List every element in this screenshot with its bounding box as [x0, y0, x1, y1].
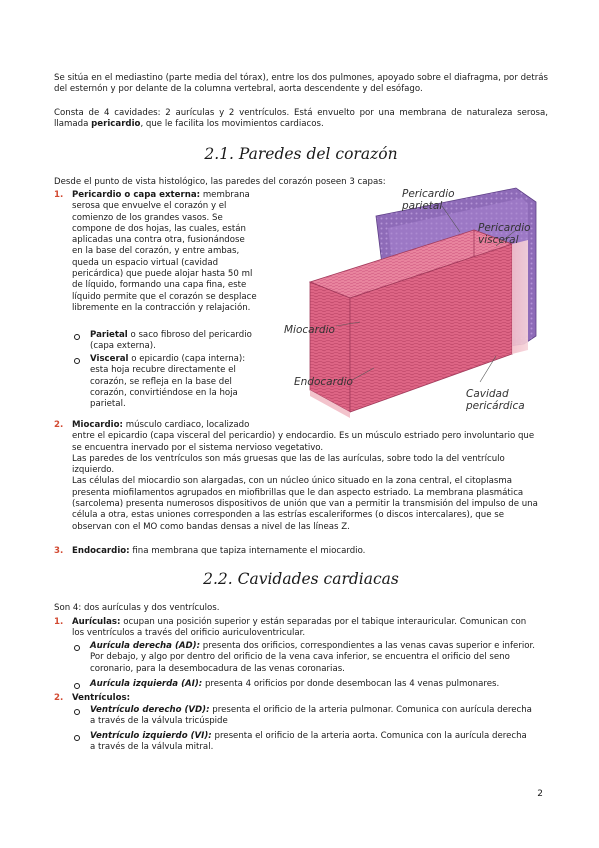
label-line: Pericardio: [478, 222, 531, 234]
label-line: Pericardio: [402, 188, 455, 200]
miocardio-line: Las paredes de los ventrículos son más gruesas que las de las aurículas, sobre todo la del ventrículo: [72, 453, 505, 464]
auricula-derecha-subitem: [90, 641, 548, 675]
miocardio-line: presenta miofilamentos agrupados en miofibrillas que le dan aspecto estriado. La membrana plasmática: [72, 487, 524, 498]
pericardio-line: libremente en la contracción y relajación.: [72, 302, 251, 313]
vd-text: presenta el orificio de la arteria pulmonar. Comunica con aurícula derecha: [212, 705, 532, 715]
visceral-line: corazón, se refleja en la base del: [90, 376, 232, 387]
ai-text: presenta 4 orificios por donde desembocan las 4 venas pulmonares.: [204, 679, 500, 689]
auriculas-item: [72, 617, 548, 640]
vd-line: a través de la válvula tricúspide: [90, 716, 228, 727]
label-line: parietal: [402, 200, 443, 212]
intro-p2-text-c: , que le facilita los movimientos cardiacos.: [140, 119, 324, 130]
section2-intro: Son 4: dos aurículas y dos ventrículos.: [54, 603, 220, 613]
visceral-line: parietal.: [90, 399, 126, 410]
bullet-circle: [74, 683, 80, 689]
page-number: 2: [537, 789, 543, 799]
pericardio-line: queda un espacio virtual (cavidad: [72, 257, 219, 268]
pericardio-line: compone de dos hojas, las cuales, están: [72, 223, 246, 234]
intro-p2-bold: pericardio: [91, 119, 141, 130]
pericardio-text: membrana: [202, 190, 250, 200]
vi-line: a través de la válvula mitral.: [90, 742, 214, 753]
ventriculos-term: Ventrículos:: [72, 693, 131, 703]
list-number-1: 1.: [54, 190, 64, 200]
visceral-text: o epicardio (capa interna):: [131, 354, 246, 364]
ventriculo-izquierdo-subitem: [90, 731, 548, 754]
ad-line: coronario, para la desembocadura de las venas coronarias.: [90, 663, 345, 674]
intro-p2-text-a: Consta de 4 cavidades: 2 aurículas y 2 ventrículos. Está envuelto por una membrana de naturaleza serosa, llamada: [54, 108, 548, 130]
heart-wall-figure: [284, 186, 548, 418]
miocardio-term: Miocardio:: [72, 420, 123, 430]
auriculas-text: ocupan una posición superior y están separadas por el tabique interauricular. Comunican con: [123, 617, 527, 627]
visceral-line: corazón, convirtiéndose en la hoja: [90, 387, 238, 398]
miocardio-text: músculo cardiaco, localizado: [125, 420, 250, 430]
auriculas-term: Aurículas:: [72, 617, 121, 627]
parietal-text: o saco fibroso del pericardio: [130, 330, 252, 340]
miocardio-line: Las células del miocardio son alargadas, con un núcleo único situado en la zona central, el citoplasma: [72, 476, 513, 487]
pericardio-term: Pericardio o capa externa:: [72, 190, 201, 200]
ad-text: presenta dos orificios, correspondientes a las venas cavas superior e inferior.: [202, 641, 535, 651]
pericardio-line: pericárdica) que puede alojar hasta 50 ml: [72, 269, 253, 280]
visceral-term: Visceral: [90, 354, 129, 364]
pericardio-line: serosa que envuelve el corazón y el: [72, 201, 227, 212]
label-line: visceral: [478, 234, 519, 246]
label-line: Cavidad: [466, 388, 509, 400]
label-pericardio-parietal: [402, 188, 455, 212]
section1-intro: Desde el punto de vista histológico, las paredes del corazón poseen 3 capas:: [54, 177, 386, 187]
label-line: pericárdica: [466, 400, 525, 412]
miocardio-line: entre el epicardio (capa visceral del pericardio) y endocardio. Es un músculo estriado pero involuntario que: [72, 431, 535, 442]
parietal-subitem: [90, 330, 270, 353]
vi-text: presenta el orificio de la arteria aorta. Comunica con la aurícula derecha: [214, 731, 527, 741]
miocardio-line: se encuentra inervado por el sistema nervioso vegetativo.: [72, 442, 324, 453]
section-heading-walls: 2.1. Paredes del corazón: [204, 145, 398, 163]
endocardio-term: Endocardio:: [72, 546, 130, 556]
ad-term: Aurícula derecha (AD):: [90, 641, 201, 651]
auriculas-line: los ventrículos a través del orificio auriculoventricular.: [72, 628, 306, 639]
intro-paragraph-2: [54, 108, 548, 131]
miocardio-line: observan con el MO como bandas densas a nivel de las líneas Z.: [72, 521, 350, 532]
endocardio-item: [72, 546, 548, 557]
pericardio-line-0: [72, 190, 269, 201]
pericardio-item: [72, 190, 269, 314]
bullet-circle: [74, 334, 80, 340]
ai-term: Aurícula izquierda (AI):: [90, 679, 203, 689]
visceral-line: esta hoja recubre directamente el: [90, 365, 236, 376]
pericardio-line: de líquido, formando una capa fina, este: [72, 280, 247, 291]
label-pericardio-visceral: [478, 222, 531, 246]
pericardio-line: comienzo de los grandes vasos. Se: [72, 212, 223, 223]
endocardio-text: fina membrana que tapiza internamente el miocardio.: [132, 546, 366, 556]
bullet-circle: [74, 645, 80, 651]
miocardio-line: (sarcolema) presenta numerosos dispositivos de unión que van a permitir la transmisión del impulso de una: [72, 499, 538, 510]
section-heading-cavities: 2.2. Cavidades cardiacas: [203, 570, 399, 588]
bullet-circle: [74, 358, 80, 364]
list-number-2: 2.: [54, 693, 64, 703]
intro-paragraph-1: Se sitúa en el mediastino (parte media del tórax), entre los dos pulmones, apoyado sobre el diafragma, por detrás del esternón y por delante de la columna vertebral, aorta descendente y del esófago.: [54, 73, 548, 95]
bullet-circle: [74, 709, 80, 715]
ad-line: Por debajo, y algo por dentro del orificio de la vena cava inferior, se encuentra el orificio del seno: [90, 652, 510, 663]
vd-term: Ventrículo derecho (VD):: [90, 705, 210, 715]
list-number-3: 3.: [54, 546, 64, 556]
list-number-2: 2.: [54, 420, 64, 430]
parietal-line: (capa externa).: [90, 341, 156, 352]
miocardio-line: izquierdo.: [72, 465, 115, 476]
pericardio-line: líquido permite que el corazón se desplace: [72, 291, 257, 302]
visceral-subitem: [90, 354, 270, 410]
list-number-1: 1.: [54, 617, 64, 627]
pericardio-line: en la base del corazón, y entre ambas,: [72, 246, 240, 257]
bullet-circle: [74, 735, 80, 741]
vi-term: Ventrículo izquierdo (VI):: [90, 731, 212, 741]
miocardio-item: [72, 420, 548, 533]
pericardio-line: aplicadas una contra otra, fusionándose: [72, 235, 245, 246]
ventriculos-item: [72, 693, 548, 704]
label-miocardio: Miocardio: [284, 324, 335, 336]
miocardio-line: célula a otra, estas uniones corresponden a las estrías escaleriformes (o discos intercalares), que se: [72, 510, 504, 521]
auricula-izquierda-subitem: [90, 679, 548, 690]
label-endocardio: Endocardio: [294, 376, 353, 388]
label-cavidad-pericardica: [466, 388, 525, 412]
ventriculo-derecho-subitem: [90, 705, 548, 728]
parietal-term: Parietal: [90, 330, 128, 340]
